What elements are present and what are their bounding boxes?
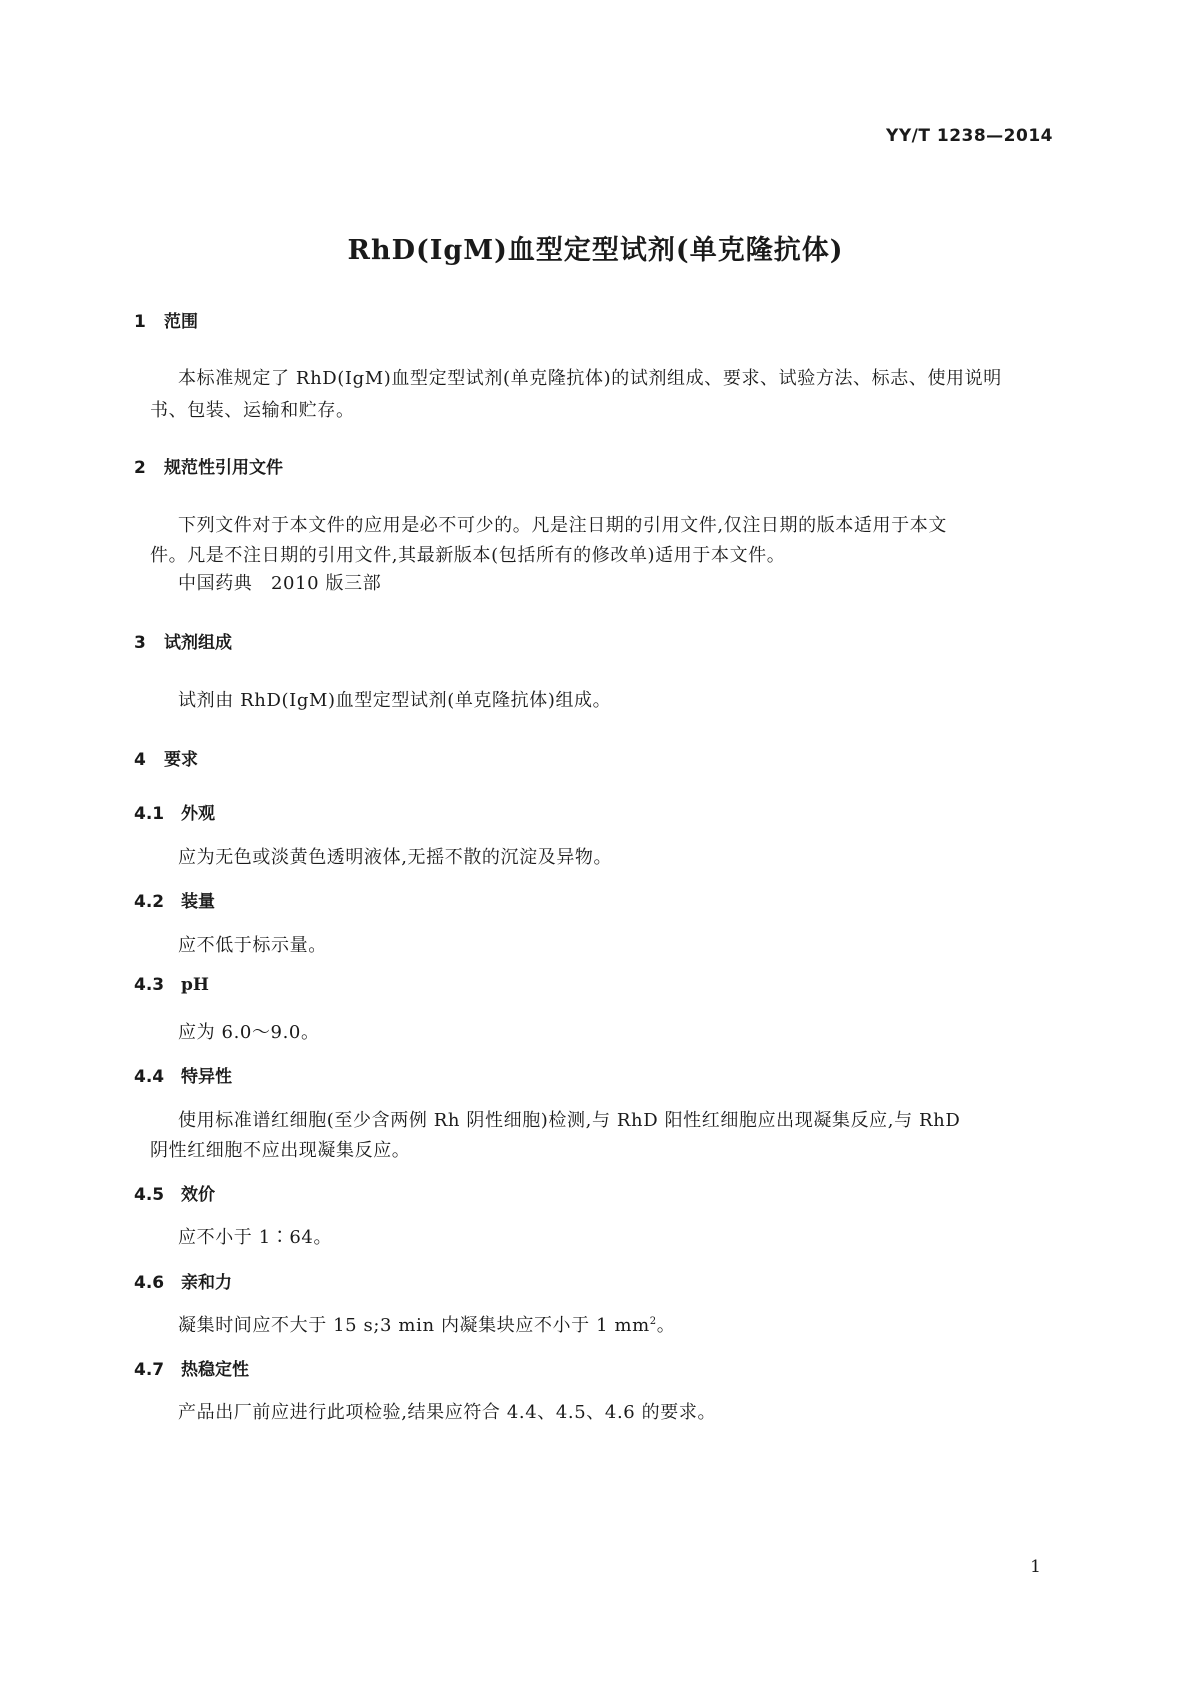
section-title: 试剂组成 xyxy=(164,633,232,653)
subsection-heading-4-3 xyxy=(134,975,209,995)
section-number: 1 xyxy=(134,312,146,332)
subsection-number: 4.6 xyxy=(134,1273,165,1293)
subsection-heading-4-1 xyxy=(134,799,215,824)
subsection-title: pH xyxy=(181,975,209,995)
section-number: 4 xyxy=(134,750,146,770)
subsection-title: 特异性 xyxy=(181,1067,232,1087)
subsection-title: 装量 xyxy=(181,892,215,912)
paragraph-continuation: 件。凡是不注日期的引用文件,其最新版本(包括所有的修改单)适用于本文件。 xyxy=(150,545,786,566)
subsection-title: 外观 xyxy=(181,804,215,824)
subsection-number: 4.4 xyxy=(134,1067,165,1087)
normative-reference: 中国药典 2010 版三部 xyxy=(178,573,382,594)
subsection-number: 4.7 xyxy=(134,1360,165,1380)
subsection-number: 4.2 xyxy=(134,892,165,912)
page-number: 1 xyxy=(1030,1557,1041,1577)
paragraph: 本标准规定了 RhD(IgM)血型定型试剂(单克隆抗体)的试剂组成、要求、试验方法、标志、使用说明 xyxy=(178,368,1002,389)
paragraph: 使用标准谱红细胞(至少含两例 Rh 阴性细胞)检测,与 RhD 阳性红细胞应出现凝集反应,与 RhD xyxy=(178,1110,961,1131)
paragraph-continuation: 书、包装、运输和贮存。 xyxy=(150,400,355,421)
paragraph: 试剂由 RhD(IgM)血型定型试剂(单克隆抗体)组成。 xyxy=(178,690,612,711)
section-heading-4 xyxy=(134,745,198,770)
subsection-title: 热稳定性 xyxy=(181,1360,249,1380)
subsection-heading-4-6 xyxy=(134,1268,232,1293)
paragraph xyxy=(178,1311,675,1337)
subsection-heading-4-7 xyxy=(134,1355,249,1380)
superscript: 2 xyxy=(649,1316,657,1327)
subsection-number: 4.5 xyxy=(134,1185,165,1205)
document-title: RhD(IgM)血型定型试剂(单克隆抗体) xyxy=(347,235,844,266)
paragraph-tail: 。 xyxy=(656,1315,676,1336)
paragraph: 应为无色或淡黄色透明液体,无摇不散的沉淀及异物。 xyxy=(178,847,613,868)
subsection-heading-4-2 xyxy=(134,887,215,912)
paragraph: 应不小于 1∶64。 xyxy=(178,1227,333,1248)
subsection-title: 亲和力 xyxy=(181,1273,232,1293)
subsection-heading-4-4 xyxy=(134,1062,232,1087)
section-heading-3 xyxy=(134,628,232,653)
paragraph: 下列文件对于本文件的应用是必不可少的。凡是注日期的引用文件,仅注日期的版本适用于本文 xyxy=(178,515,947,536)
section-title: 要求 xyxy=(164,750,198,770)
section-title: 规范性引用文件 xyxy=(164,458,283,478)
section-heading-2 xyxy=(134,453,283,478)
paragraph: 产品出厂前应进行此项检验,结果应符合 4.4、4.5、4.6 的要求。 xyxy=(178,1402,717,1423)
paragraph: 应为 6.0～9.0。 xyxy=(178,1022,320,1043)
paragraph-text: 凝集时间应不大于 15 s;3 min 内凝集块应不小于 1 mm xyxy=(178,1315,650,1336)
paragraph-continuation: 阴性红细胞不应出现凝集反应。 xyxy=(150,1140,411,1161)
section-title: 范围 xyxy=(164,312,198,332)
section-heading-1 xyxy=(134,307,198,332)
subsection-title: 效价 xyxy=(181,1185,215,1205)
subsection-number: 4.3 xyxy=(134,975,165,995)
standard-code: YY/T 1238—2014 xyxy=(886,126,1053,146)
section-number: 2 xyxy=(134,458,146,478)
subsection-heading-4-5 xyxy=(134,1180,215,1205)
paragraph: 应不低于标示量。 xyxy=(178,935,327,956)
subsection-number: 4.1 xyxy=(134,804,165,824)
section-number: 3 xyxy=(134,633,146,653)
